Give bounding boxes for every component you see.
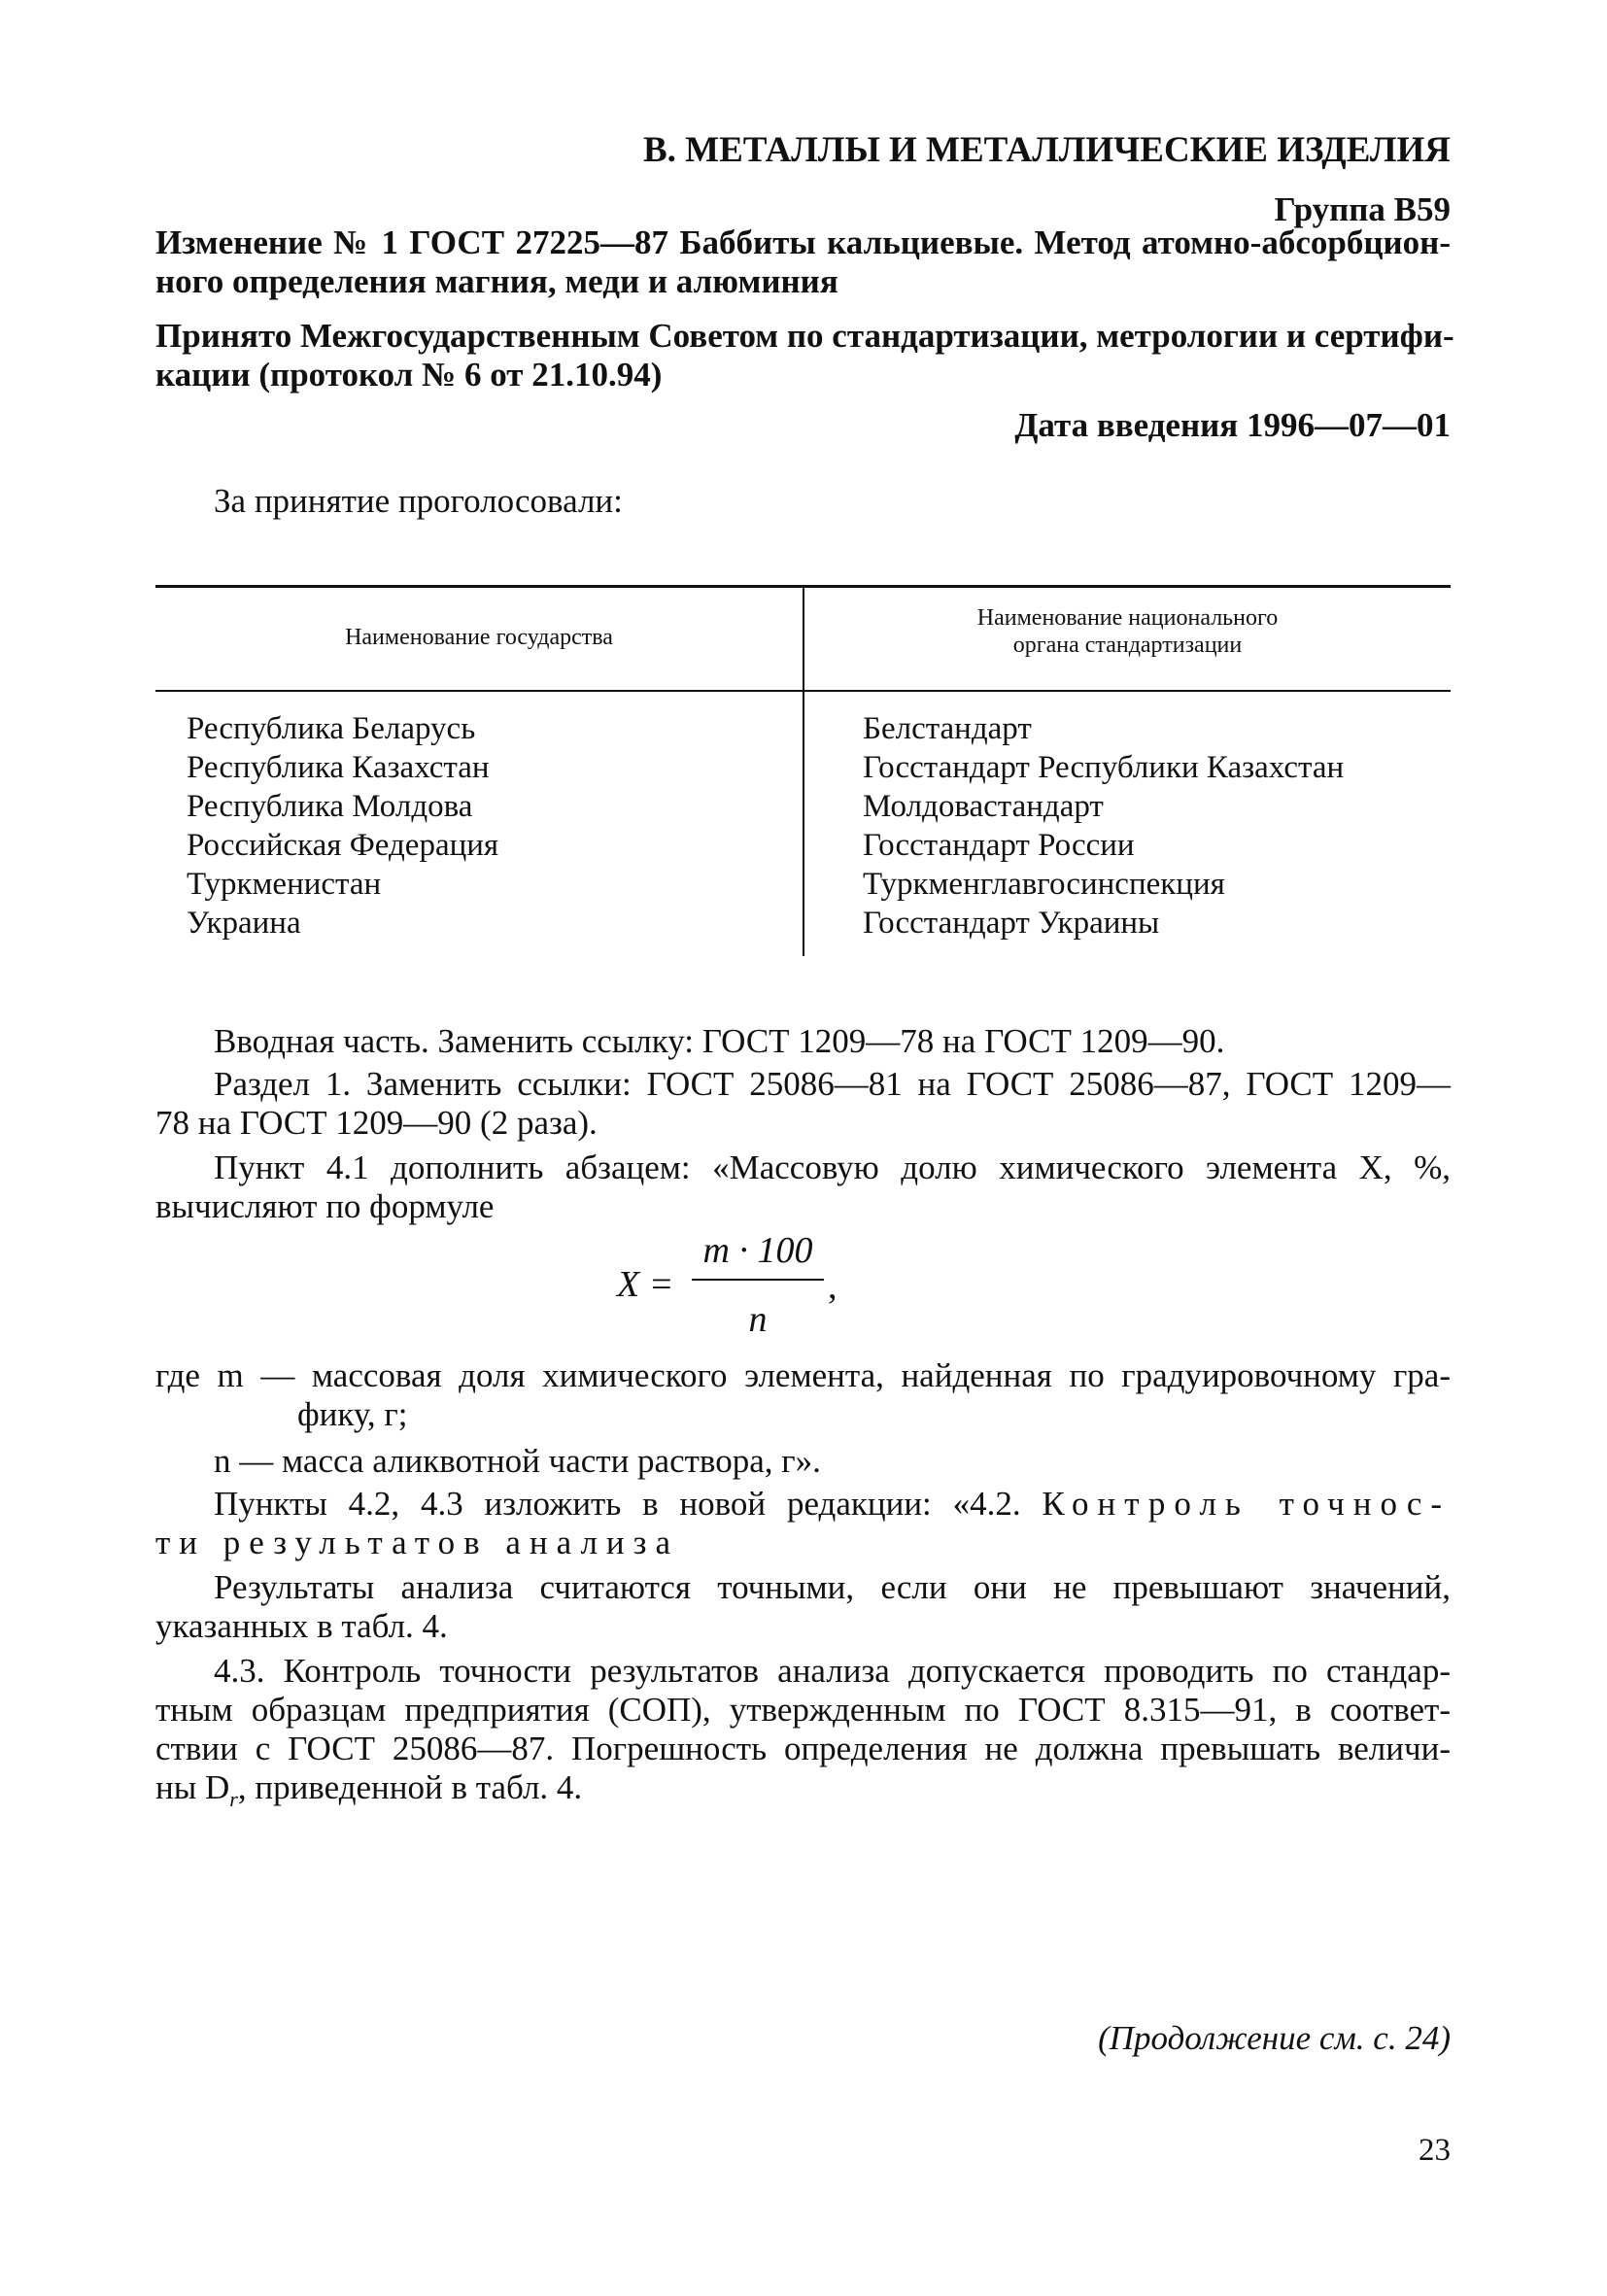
table-cell-state: Украина	[187, 906, 301, 941]
clause-4-3-line-2: тным образцам предприятия (СОП), утвержденным по ГОСТ 8.315—91, в соответ-	[155, 1691, 1451, 1729]
section-1-paragraph	[155, 1065, 1451, 1143]
where-m-line-1: где m — массовая доля химического элемента, найденная по градуировочному гра-	[155, 1356, 1451, 1394]
table-cell-state: Российская Федерация	[187, 828, 499, 863]
table-cell-standards-body: Белстандарт	[863, 711, 1032, 746]
introduction-date: Дата введения 1996—07—01	[1014, 406, 1451, 444]
clause-4-3-line-3: ствии с ГОСТ 25086—87. Погрешность определения не должна превышать величи-	[155, 1730, 1451, 1767]
adoption-note-line-1: Принято Межгосударственным Советом по стандартизации, метрологии и сертифи-	[155, 317, 1454, 355]
intro-paragraph: Вводная часть. Заменить ссылку: ГОСТ 1209—78 на ГОСТ 1209—90.	[214, 1022, 1225, 1060]
section-1-line-1: Раздел 1. Заменить ссылки: ГОСТ 25086—81 на ГОСТ 25086—87, ГОСТ 1209—	[214, 1065, 1451, 1103]
table-header-standards-body-line-1: Наименование национального	[976, 605, 1279, 631]
clause-4-2-heading-end: ти результатов анализа	[155, 1524, 680, 1561]
table-cell-standards-body: Молдовастандарт	[863, 789, 1104, 824]
table-header-standards-body-line-2: органа стандартизации	[1012, 633, 1243, 658]
table-column-standards-bodies	[863, 709, 1344, 942]
results-paragraph	[155, 1568, 1451, 1646]
section-1-line-2: 78 на ГОСТ 1209—90 (2 раза).	[155, 1104, 598, 1142]
clause-4-3-line-4-end: , приведенной в табл. 4.	[237, 1768, 583, 1806]
formula-comma: ,	[828, 1266, 838, 1307]
table-column-states	[187, 709, 498, 942]
table-cell-standards-body: Туркменглавгосинспекция	[863, 867, 1225, 902]
results-line-2: указанных в табл. 4.	[155, 1607, 448, 1645]
clause-4-3-line-1: 4.3. Контроль точности результатов анализа допускается проводить по стандар-	[214, 1652, 1451, 1690]
clause-4-2-heading-start: Контроль точнос-	[1042, 1485, 1452, 1523]
page-number: 23	[1419, 2133, 1451, 2168]
formula-numerator	[690, 1229, 826, 1272]
table-cell-state: Республика Беларусь	[187, 711, 476, 746]
clause-4-3-line-4-start: ны D	[155, 1768, 230, 1806]
adoption-note	[155, 317, 1454, 394]
voted-intro: За принятие проголосовали:	[214, 482, 623, 520]
clause-4-2-paragraph	[155, 1485, 1451, 1562]
where-n-paragraph: n — масса аликвотной части раствора, г».	[214, 1442, 821, 1480]
where-m-line-2: фику, г;	[297, 1395, 408, 1433]
where-m-paragraph	[155, 1356, 1451, 1434]
group-code: Группа В59	[1274, 190, 1451, 228]
table-header-state: Наименование государства	[345, 625, 613, 650]
formula-lhs: X =	[617, 1264, 674, 1305]
amendment-title-line-2: ного определения магния, меди и алюминия	[155, 262, 838, 300]
formula-fraction-bar	[692, 1279, 824, 1281]
table-cell-standards-body: Госстандарт Украины	[863, 906, 1160, 941]
amendment-title-line-1: Изменение № 1 ГОСТ 27225—87 Баббиты кальциевые. Метод атомно-абсорбцион-	[155, 223, 1451, 261]
clause-4-1-line-1: Пункт 4.1 дополнить абзацем: «Массовую долю химического элемента X, %,	[214, 1148, 1451, 1186]
clause-4-1-paragraph	[155, 1148, 1451, 1226]
table-cell-state: Туркменистан	[187, 867, 382, 902]
formula-denominator: n	[748, 1299, 768, 1340]
table-cell-standards-body: Госстандарт Республики Казахстан	[863, 750, 1345, 785]
table-cell-standards-body: Госстандарт России	[863, 828, 1135, 863]
clause-4-1-line-2: вычисляют по формуле	[155, 1187, 495, 1225]
clause-4-2-intro: Пункты 4.2, 4.3 изложить в новой редакции: «4.2.	[214, 1485, 1021, 1523]
adoption-note-line-2: кации (протокол № 6 от 21.10.94)	[155, 356, 663, 394]
clause-4-3-subscript: r	[229, 1787, 238, 1811]
results-line-1: Результаты анализа считаются точными, если они не превышают значений,	[214, 1568, 1451, 1606]
amendment-title	[155, 223, 1451, 301]
table-cell-state: Республика Молдова	[187, 789, 473, 824]
formula-numerator-text: m · 100	[702, 1230, 813, 1271]
clause-4-2-line-1	[155, 1485, 1451, 1524]
continuation-note: (Продолжение см. с. 24)	[1098, 2019, 1451, 2057]
table-cell-state: Республика Казахстан	[187, 750, 490, 785]
clause-4-3-line-4	[155, 1768, 1451, 1819]
table-header-standards-body	[804, 604, 1451, 659]
clause-4-3-paragraph	[155, 1652, 1451, 1819]
section-title: В. МЕТАЛЛЫ И МЕТАЛЛИЧЕСКИЕ ИЗДЕЛИЯ	[642, 130, 1451, 170]
